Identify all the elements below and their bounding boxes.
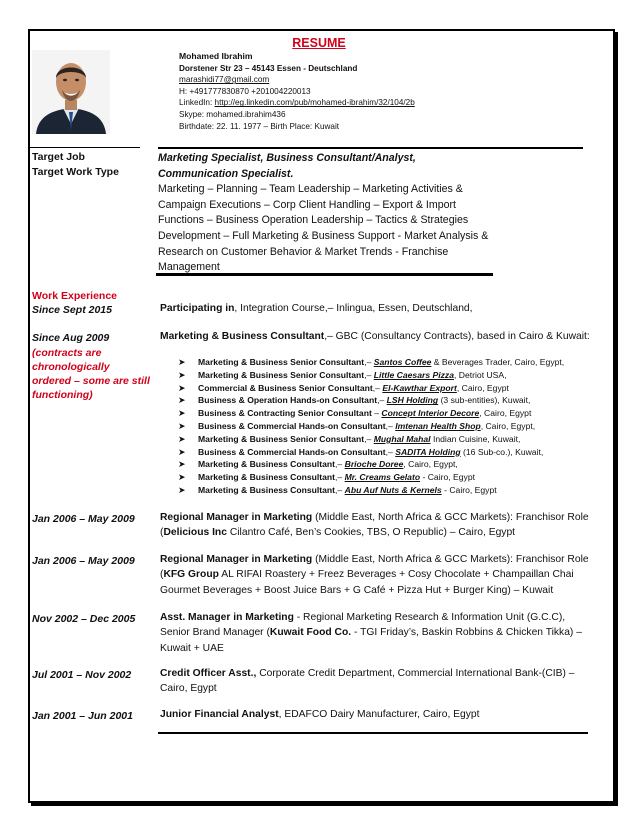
arrowhead-bullet-icon: ➤ — [178, 395, 186, 406]
job-title: Regional Manager in Marketing — [160, 554, 313, 565]
work-experience-heading: Work Experience — [32, 290, 118, 302]
consulting-contracts-list — [178, 356, 598, 497]
consulting-contract-item — [178, 458, 598, 471]
arrowhead-bullet-icon: ➤ — [178, 382, 186, 393]
resume-title: RESUME — [292, 36, 346, 50]
contract-role: Marketing & Business Senior Consultant — [198, 369, 365, 380]
arrowhead-bullet-icon: ➤ — [178, 408, 186, 419]
contract-separator: ,– — [377, 395, 387, 406]
contract-separator: ,– — [385, 420, 396, 431]
entry-2009-title: Marketing & Business Consultant — [160, 331, 325, 342]
contract-separator: ,– — [364, 369, 374, 380]
footer-divider — [158, 732, 588, 734]
contract-separator: ,– — [335, 484, 345, 495]
target-divider — [156, 273, 493, 276]
entry-2015 — [160, 301, 590, 316]
skype-id: Skype: mohamed.ibrahim436 — [179, 109, 286, 119]
contract-separator: – — [371, 408, 382, 419]
consulting-contract-item — [178, 471, 598, 484]
job-text: , EDAFCO Dairy Manufacturer, Cairo, Egypt — [278, 709, 480, 720]
contract-separator: ,– — [385, 446, 396, 457]
arrowhead-bullet-icon: ➤ — [178, 369, 186, 380]
entry-2009-text: ,– GBC (Consultancy Contracts), based in Cairo & Kuwait: — [324, 331, 590, 342]
job-date: Jan 2006 – May 2009 — [32, 555, 135, 567]
linkedin-line — [179, 97, 415, 109]
contract-company: Santos Coffee — [373, 357, 432, 367]
linkedin-label: LinkedIn: — [179, 98, 215, 108]
contract-details: , Detriot USA, — [454, 369, 507, 380]
consulting-contract-item — [178, 369, 598, 382]
contract-details: - Cairo, Egypt — [420, 472, 476, 483]
entry-2009 — [160, 329, 590, 344]
consulting-contract-item — [178, 394, 598, 407]
contract-role: Marketing & Business Senior Consultant — [198, 433, 365, 444]
job-title: Asst. Manager in Marketing — [160, 612, 294, 623]
job-text: Corporate Credit Department, Commercial International Bank-(CIB) – Cairo, Egypt — [160, 668, 575, 695]
target-work-type-label: Target Work Type — [32, 166, 119, 178]
contract-company: Concept Interior Decore — [381, 408, 480, 419]
consulting-contract-item — [178, 446, 598, 459]
job-title: Regional Manager in Marketing — [160, 512, 313, 523]
contract-company: Abu Auf Nuts & Kernels — [344, 484, 442, 495]
job-text: (Middle East, North Africa & GCC Markets): Franchisor Role ( — [160, 554, 589, 581]
contract-details: , Cairo, Egypt — [479, 408, 532, 419]
job-date: Jan 2006 – May 2009 — [32, 513, 135, 525]
arrowhead-bullet-icon: ➤ — [178, 459, 186, 470]
entry-2015-text: , Integration Course,– Inlingua, Essen, Deutschland, — [234, 303, 473, 314]
contract-role: Commercial & Business Senior Consultant — [198, 382, 373, 393]
job-entry — [160, 610, 590, 656]
contract-separator: ,– — [335, 459, 345, 470]
arrowhead-bullet-icon: ➤ — [178, 446, 186, 457]
contract-company: LSH Holding — [386, 395, 439, 406]
header-divider-left — [30, 147, 140, 148]
job-entry — [160, 666, 590, 697]
contract-role: Business & Commercial Hands-on Consultant — [198, 446, 386, 457]
job-text-continued: AL RIFAI Roastery + Freez Beverages + Cosy Chocolate + Champaillan Chai Gourmet Beverages + Boost Juice Bars + G Café + Pizza Hut + Burger King) – Kuwait — [160, 569, 574, 596]
candidate-name: Mohamed Ibrahim — [179, 51, 253, 61]
email-link[interactable]: marashidi77@gmail.com — [179, 75, 270, 85]
job-text: - Regional Marketing Research & Information Unit (G.C.C), Senior Brand Manager ( — [160, 612, 566, 639]
target-headline: Marketing Specialist, Business Consultant/Analyst, Communication Specialist. — [158, 152, 416, 180]
job-title: Junior Financial Analyst — [160, 709, 279, 720]
job-date: Jul 2001 – Nov 2002 — [32, 669, 132, 681]
contracts-note: (contracts are chronologically ordered – some are still functioning) — [32, 347, 150, 401]
since-2009-date: Since Aug 2009 — [32, 332, 110, 344]
profile-photo — [32, 50, 110, 134]
target-details: Marketing – Planning – Team Leadership – Marketing Activities & Campaign Executions – Corp Client Handling – Export & Import Functions – Business Operation Leadership – Tactics & Strategies Development – Full Marketing & Business Support - Market Analysis & Research on Customer Behavior & Market Trends - Franchise Management — [158, 183, 489, 274]
contract-role: Marketing & Business Consultant — [198, 459, 336, 470]
arrowhead-bullet-icon: ➤ — [178, 433, 186, 444]
contract-separator: ,– — [372, 382, 383, 393]
contract-details: , Cairo, Egypt, — [403, 459, 458, 470]
job-date: Jan 2001 – Jun 2001 — [32, 710, 133, 722]
contract-details: , Cairo, Egypt, — [480, 420, 536, 431]
contract-company: Brioche Doree — [344, 459, 404, 470]
job-text: (Middle East, North Africa & GCC Markets): Franchisor Role ( — [160, 512, 589, 539]
contract-company: Little Caesars Pizza — [373, 369, 454, 380]
contract-role: Marketing & Business Consultant — [198, 472, 336, 483]
target-summary — [158, 151, 498, 276]
arrowhead-bullet-icon: ➤ — [178, 472, 186, 483]
contract-details: Indian Cuisine, Kuwait, — [430, 433, 521, 444]
job-title: Credit Officer Asst., — [160, 668, 257, 679]
contract-details: & Beverages Trader, Cairo, Egypt, — [431, 357, 565, 367]
job-date: Nov 2002 – Dec 2005 — [32, 613, 136, 625]
consulting-contract-item — [178, 484, 598, 497]
profile-photo-image — [32, 50, 110, 134]
contract-details: (16 Sub-co.), Kuwait, — [460, 446, 544, 457]
arrowhead-bullet-icon: ➤ — [178, 484, 186, 495]
job-company: Delicious Inc — [163, 527, 227, 539]
job-text-continued: Cilantro Café, Ben’s Cookies, TBS, O Republic) – Cairo, Egypt — [226, 527, 516, 539]
consulting-contract-item — [178, 420, 598, 433]
contract-company: Imtenan Health Shop — [395, 420, 481, 431]
contract-role: Marketing & Business Senior Consultant — [198, 357, 365, 367]
phone-numbers: H: +491777830870 +201004220013 — [179, 86, 311, 96]
job-company: Kuwait Food Co. — [269, 627, 352, 639]
arrowhead-bullet-icon: ➤ — [178, 357, 186, 367]
linkedin-link[interactable]: http://eg.linkedin.com/pub/mohamed-ibrahim/32/104/2b — [214, 98, 415, 108]
address: Dorstener Str 23 – 45143 Essen - Deutschland — [179, 63, 358, 73]
contract-company: El-Kawthar Export — [382, 382, 457, 393]
contract-separator: ,– — [364, 433, 374, 444]
arrowhead-bullet-icon: ➤ — [178, 420, 186, 431]
contract-details: - Cairo, Egypt — [441, 484, 497, 495]
header-divider — [158, 147, 583, 149]
contract-details: (3 sub-entities), Kuwait, — [438, 395, 531, 406]
contract-separator: ,– — [335, 472, 345, 483]
contract-details: , Cairo, Egypt — [456, 382, 509, 393]
job-text-continued: - TGI Friday’s, Baskin Robbins & Chicken Tikka) – Kuwait + UAE — [160, 627, 582, 654]
birth-info: Birthdate: 22. 11. 1977 – Birth Place: Kuwait — [179, 121, 340, 131]
since-2015-date: Since Sept 2015 — [32, 304, 112, 316]
job-company: KFG Group — [163, 569, 219, 581]
contract-role: Business & Operation Hands-on Consultant — [198, 395, 378, 406]
contract-company: SADITA Holding — [395, 446, 461, 457]
contract-role: Business & Contracting Senior Consultant — [198, 408, 372, 419]
job-entry — [160, 707, 590, 722]
contract-company: Mr. Creams Gelato — [344, 472, 421, 483]
entry-2015-title: Participating in — [160, 303, 235, 314]
contract-separator: ,– — [364, 357, 374, 367]
contract-role: Business & Commercial Hands-on Consultant — [198, 420, 386, 431]
consulting-contract-item — [178, 382, 598, 395]
consulting-contract-item — [178, 356, 598, 369]
contract-role: Marketing & Business Consultant — [198, 484, 336, 495]
contact-block — [179, 51, 415, 132]
target-job-label: Target Job — [32, 151, 85, 163]
job-entry — [160, 552, 590, 598]
job-entry — [160, 510, 590, 541]
consulting-contract-item — [178, 407, 598, 420]
contract-company: Mughal Mahal — [373, 433, 431, 444]
consulting-contract-item — [178, 433, 598, 446]
